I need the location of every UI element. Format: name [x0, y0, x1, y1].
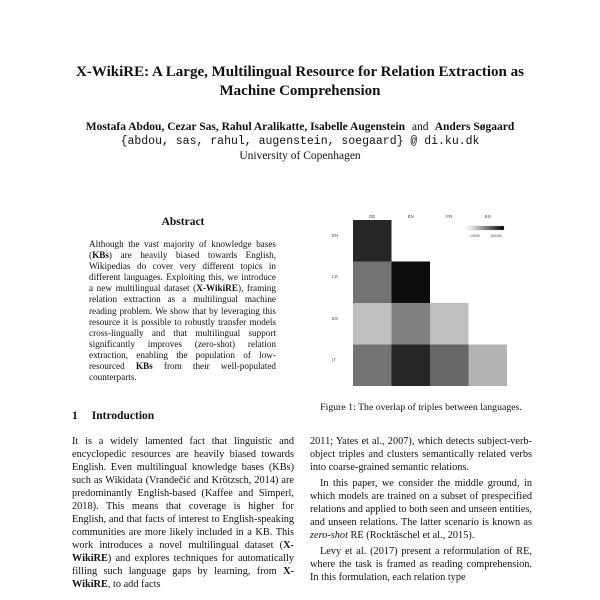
- cell-it-fr: [430, 345, 469, 387]
- paragraph-3: Levy et al. (2017) present a reformulation of RE, where the task is framed as reading comprehension. In this formulation, each relation type: [310, 546, 532, 583]
- overlap-heatmap: [310, 210, 540, 400]
- colorbar-min-label: 19896: [470, 234, 480, 238]
- cell-it-es: [469, 345, 508, 387]
- body-column-right: [310, 435, 532, 584]
- abstract-heading: Abstract: [161, 216, 205, 228]
- column-label-en: EN: [407, 214, 414, 219]
- section-number: 1: [72, 410, 78, 422]
- cell-es-de: [353, 303, 392, 345]
- author-list: [0, 121, 600, 133]
- authors-last: Anders Søgaard: [434, 121, 515, 133]
- cell-fr-de: [353, 262, 392, 304]
- column-label-de: DE: [369, 214, 376, 219]
- title-line-1: X-WikiRE: A Large, Multilingual Resource for Relation Extraction as: [76, 64, 524, 80]
- column-labels: [369, 214, 491, 219]
- colorbar: [468, 226, 504, 238]
- affiliation: University of Copenhagen: [239, 150, 361, 162]
- section-heading-introduction: [72, 410, 168, 422]
- column-label-fr: FR: [446, 214, 453, 219]
- authors-and: and: [411, 121, 429, 133]
- abstract-text: Although the vast majority of knowledge bases (KBs) are heavily biased towards English, Wikipedias do cover very different topics in different languages. Exploiting this, we introduce a new multilingual dataset (X-WikiRE), framing relation extraction as a multilingual machine reading problem. We show that by leveraging this resource it is possible to robustly transfer models cross-lingually and that multilingual support significantly improves (zero-shot) relation extraction, enabling the population of low-resourced KBs from their well-populated counterparts.: [89, 239, 276, 383]
- row-label-fr: FR: [332, 274, 338, 280]
- paragraph-1: 2011; Yates et al., 2007), which detects subject-verb-object triples and clusters semantically related verbs into coarse-grained semantic relations.: [310, 436, 532, 473]
- paper-title: [0, 63, 600, 101]
- authors-main: Mostafa Abdou, Cezar Sas, Rahul Aralikatte, Isabelle Augenstein: [85, 121, 405, 133]
- cell-en-de: [353, 220, 392, 262]
- row-label-en: EN: [332, 232, 339, 238]
- row-label-es: ES: [332, 315, 339, 321]
- column-label-es: ES: [484, 214, 491, 219]
- cell-fr-en: [392, 262, 431, 304]
- cell-it-en: [392, 345, 431, 387]
- cell-it-de: [353, 345, 392, 387]
- figure-caption: Figure 1: The overlap of triples between languages.: [320, 402, 522, 413]
- colorbar-gradient: [468, 226, 504, 230]
- colorbar-max-label: 496480: [490, 234, 502, 238]
- row-labels: [332, 233, 339, 363]
- cell-es-fr: [430, 303, 469, 345]
- heatmap-cells: [353, 220, 507, 386]
- title-line-2: Machine Comprehension: [219, 83, 381, 99]
- author-emails: {abdou, sas, rahul, augenstein, soegaard} @ di.ku.dk: [120, 135, 480, 148]
- row-label-it: IT: [332, 357, 336, 363]
- cell-es-en: [392, 303, 431, 345]
- paragraph-2: In this paper, we consider the middle ground, in which models are trained on a subset of prespecified relations and applied to both seen and unseen entities, and unseen relations. The latter scenario is known as zero-shot RE (Rocktäschel et al., 2015).: [310, 478, 532, 541]
- section-title: Introduction: [91, 410, 155, 422]
- body-column-left: It is a widely lamented fact that linguistic and encyclopedic resources are heavily biased towards English. Even multilingual knowledge bases (KBs) such as Wikidata (Vrandečić and Krötzsch, 2014) are predominantly English-based (Kaffee and Simperl, 2018). This means that coverage is higher for English, and that facts of interest to English-speaking communities are more likely included in a KB. This work introduces a novel multilingual dataset (X-WikiRE) and explores techniques for automatically filling such language gaps by learning, from X-WikiRE, to add facts: [72, 436, 294, 590]
